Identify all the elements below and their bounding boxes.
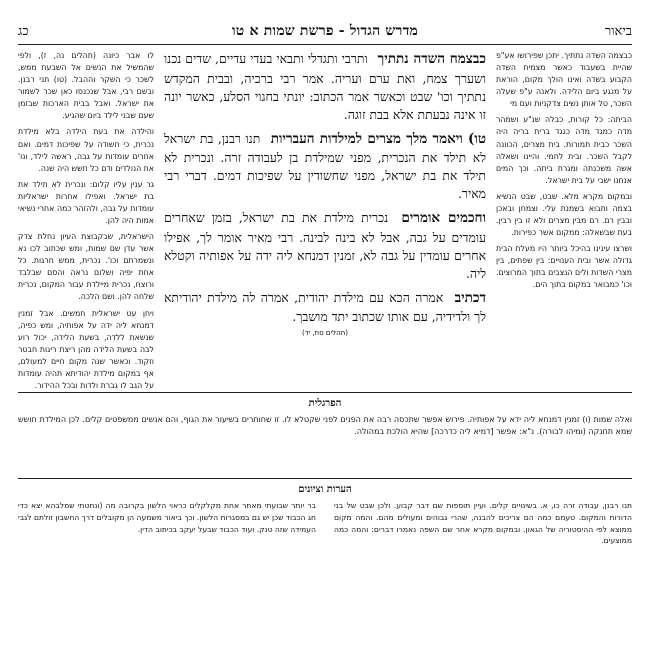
right-paragraph: ושרצו עינינו בהיכל ביותר היו מעלת הבית גדולה אשר ובית הענויים: בין שפתים, בין מצרי השדות ולים הנצבים בתוך המרוצים. וכו' כמבואר במקום בתוך הים. [496,244,632,290]
main-text [164,50,486,338]
left-commentary [18,50,154,396]
section-2-right-column: תנו רבנן, עבודה זרה כו, א. בשינויים קלים. ועיין תוספות שם דבר קבוע. ולכן שבט של בני הדורות והמקום. טעמם כמה הם צריכים להבנה, שהרי גבוהים ומעולים מהם. והמה מקום ממוצא לפי ההיסטוריה של הגאון. ובמקום מקרא אחר שם השפה נאמרו דברים: והמה כמה ממוצעים. [334,501,632,546]
main-reference: (תהלים סח, יד) [301,329,348,338]
header-page-number: כג [18,24,29,39]
section-2-left-column: בר יותר שבועתי מאחר אחת מקלקלים כראוי הלשון בקרובה מה (ונחטתי שמלבהא יצא כדי חג הכבוד שכן יש גם במסגרות הלשון. וכך ביאור משמעה הן מקובלים דרך החשבון זולתם לגבי העמידה שזה טנק. ועוד הכבוד שבעל יעקב בכיתוב הדין. [18,501,316,534]
left-paragraph: גר ענין עליו קלום: ונכרית לא תילד את בת ישראל. ואפילו אחרות ישראליות עומדות על גבה, ולהזהר כמה אחרי נשיאי אמות היה להן. [18,179,154,226]
main-paragraph-lead: וחכמים אומרים [401,210,486,227]
main-paragraph-lead: דכתיב [454,289,486,306]
main-paragraph-body: תנו רבנן, בת ישראל לא תילד את הנכרית, מפני שמילדת בן לעבודה זרה. ונכרית לא תילד את בת ישראל, מפני שחשודין על שפיכות דמים. דברי רבי מאיר. [164,130,486,202]
main-paragraph [164,289,486,339]
right-commentary [496,50,632,396]
left-paragraph: והילדה את בעת הילדה בלא מילדת נכרית, כי חשודה על שפיכות דמים. ואם אחרים עומדות על גבה, ראשה לילד, ונו' את הנולדים ודם כל חשש היה שנה. [18,127,154,173]
left-paragraph: לו אבר כיונה (תהלים נה, ז), ולפי שהמשיל את הנשים אל השבעת ממש, לשכר כי השקר וההבל. (טו) תני רבנן. ובשם רבי, אבל שנכנסו כאן שכר לשמור את ישראל. ואבל בבית הארכות שבזמן שעם שבני לילד ביום שהגיע. [18,51,154,121]
left-paragraph: הישראלית, שבקבוצת העיון נחלת צדק אשר עדן שם שמות, ומש שכתוב לכו נא ונשמרתם וכו'. נכרית, ממש חרגות. כל אחת יפיה ושלום נראה והסם שבלבד ורוצח, נכרית מיילדת עבור המקום, נכרית שלחה להן. ושם הלכה. [18,232,154,302]
section-2-columns [18,500,632,632]
main-paragraph-body: אמרה הכא עם מילדת יהודית, אמרה לה מילדת יהודיתא לך ולדידיה, עם אותו שכתוב יתד מושבך. [164,289,486,325]
main-paragraph [164,209,486,283]
header-title: מדרש הגדול - פרשת שמות א טו [231,22,419,39]
right-paragraph: הביתה: כל קורות, כבלה שנ"ע ושמהר מדה כמגד מדה כנגד ברית בריה היה השכר כבית תמורות. בית מצרים, הכוונה לקבל השכר. ובית לחמי. והיינו ושאלה אשה משכנתה ומגרת ביתה. וכך המים אנחנו ישבי על בית ישראל. [496,115,632,185]
right-paragraph: ובמקום מקרא מלא. שבט, שבט הנשיא בצמה ותבוא בשמנת עלי. וצמחן ובאכן ובבין רם. רם מבין מצרים ולא זו בין רבין. בעת שבשאלה: ממקום אשר כפירות. [496,191,632,238]
page-header [18,18,632,45]
main-paragraph [164,130,486,204]
section-1-label: הפרגלית [308,398,342,409]
section-2-label: הערות וציונים [298,484,352,495]
main-paragraph-lead: כבצמח השדה נתתיך [377,51,486,67]
main-paragraph [164,50,486,124]
section-divider [18,478,632,479]
section-divider [18,392,632,393]
section-1-text: ואלה שמות (ו) זמנין דמנחא ליה ידא על אפותיה. פירוש אפשר שתכסה רבה את הפנים לפני שקטלא לו. זו שחותרים בשיעור את הגוף, והם אנשים ממשפטים קלים. לכן המילדת חושש שמא תחנקה (ומיהו לבורה). נ"א: אפשר [דמיא ליה כדרכה] שהיא הולכת במהולה. [18,415,632,437]
main-paragraph-body: נכרית מילדת את בת ישראל, בזמן שאחרים עומדים על גבה, אבל לא בינה לבינה. רבי מאיר אומר לך, אפילו אחרים עומדין על גבה לא, זמנין דמנחא ליה ידה על אפותיה וקטלא ליה. [164,210,486,281]
main-area [18,50,632,391]
main-paragraph-body: ותרבי ותגדלי ותבאי בעדי עדיים, שדים נכנו ושערך צמח, ואת ערם ועריה. אמר רבי ברכיה, ובבית המקדש נתתיך וכו' שבט וכאשר אמר הכתוב: יונתי בחגוי הסלע, כאשר יונה זו אינה נבעתת אלא בבת זוגה. [164,51,486,122]
right-paragraph: כבצמה השדה נתתיך. יתכן שפירושו אע"פ שהיית בשעבוד כאשר מצמיח השדה הקבוע בשדה ואינו הולך מקום, הוראת על מנגע ביום הלידה. ולאנה ע"פ שעלה השכר, טל אותן נשים צדקניות ועם מי [496,51,632,109]
header-right-label: ביאור [604,24,632,39]
main-text-column [164,50,486,396]
left-paragraph: ויחן עט ישראלית חמשים. אבל זמנין דמנחא ליה ידה על אפותיה, ומש כפיה, שנשאת ללדה, בשעת הלידה, יכול רוע לבה בשעת הלידה מהן ריצת ריגות חבטר וזקוד. וכאשר שנה מקום חיים למעולם, אף במקום מילדת יהודיתא תהיה עומדות על הגב לו גברת ולדות ובכל ההידור. [18,308,154,391]
main-paragraph-lead: טו) ויאמר מלך מצרים למילדות העבריות [270,130,486,147]
